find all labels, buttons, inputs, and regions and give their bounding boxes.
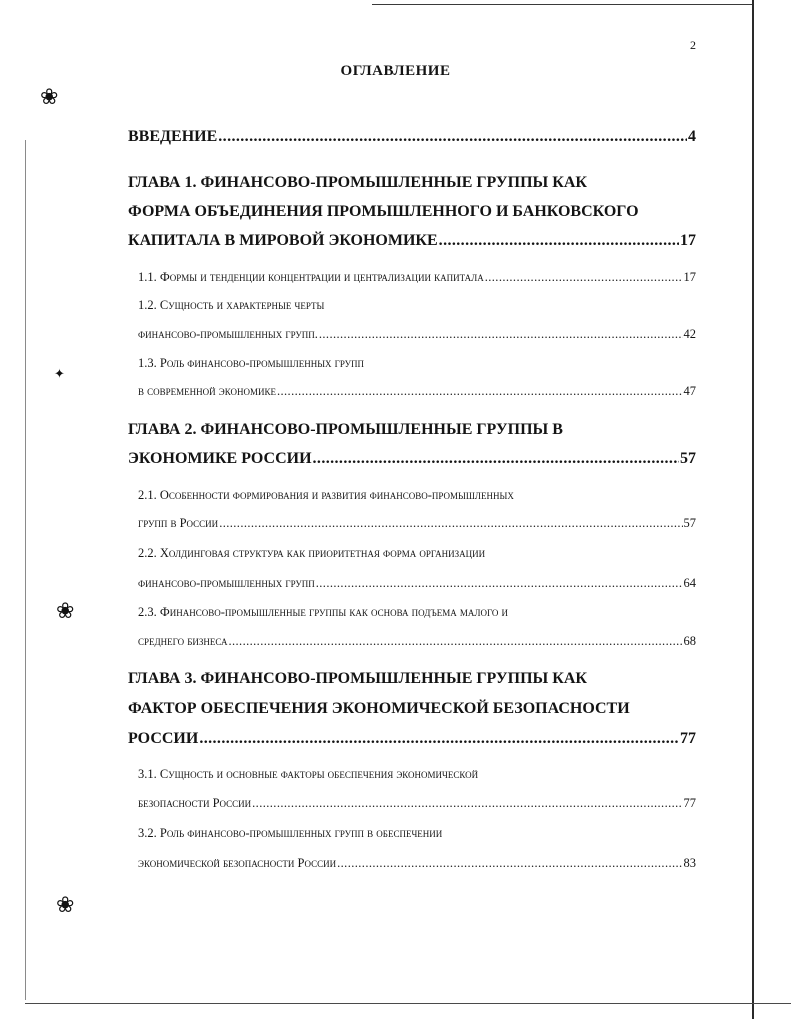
toc-entry-text: 1.1. Формы и тенденции концентрации и централизации капитала [138,270,484,284]
toc-entry-text: в современной экономике [138,384,276,398]
ink-blot-mark: ❀ [56,892,75,917]
toc-section-1-2-line[interactable]: 1.2. Сущность и характерные черты [138,298,325,312]
chapter-1-heading-line[interactable]: ГЛАВА 1. ФИНАНСОВО-ПРОМЫШЛЕННЫЕ ГРУППЫ КАК [128,174,588,191]
toc-entry-text: РОССИИ [128,730,199,747]
dot-leader [218,128,687,146]
ink-blot-mark: ✦ [54,366,65,381]
chapter-3-heading-line[interactable]: ФАКТОР ОБЕСПЕЧЕНИЯ ЭКОНОМИЧЕСКОЙ БЕЗОПАСНОСТИ [128,700,630,717]
toc-page-number: 57 [683,516,696,530]
dot-leader [319,327,683,342]
page-number: 2 [690,38,696,52]
ink-blot-mark: ❀ [56,598,75,623]
scan-edge-right [752,0,754,1019]
dot-leader [337,856,682,871]
toc-entry-text: групп в России [138,516,219,530]
scan-edge-left [25,140,26,1000]
ink-blot-mark: ❀ [40,84,59,109]
toc-section-3-2-line[interactable]: 3.2. Роль финансово-промышленных групп в обеспечении [138,826,443,840]
dot-leader [219,516,682,531]
toc-entry-section-1-1[interactable] [138,270,696,285]
toc-section-2-3-line[interactable]: 2.3. Финансово-промышленные группы как основа подъема малого и [138,605,509,619]
toc-page-number: 64 [683,576,696,590]
toc-page-number: 4 [688,128,696,145]
toc-entry-text: безопасности России [138,796,252,810]
toc-entry-section-1-2[interactable] [138,327,696,342]
toc-page-number: 57 [680,450,696,467]
chapter-3-heading-line[interactable]: ГЛАВА 3. ФИНАНСОВО-ПРОМЫШЛЕННЫЕ ГРУППЫ КАК [128,670,588,687]
toc-entry-section-2-3[interactable] [138,634,696,649]
toc-section-3-1-line[interactable]: 3.1. Сущность и основные факторы обеспечения экономической [138,767,479,781]
toc-entry-section-3-2[interactable] [138,856,696,871]
scan-edge-bottom [25,1003,791,1004]
toc-entry-text: среднего бизнеса [138,634,228,648]
toc-entry-text: финансово-промышленных групп. [138,327,318,341]
toc-entry-chapter-2[interactable] [128,450,696,468]
toc-page-number: 17 [680,232,696,249]
dot-leader [485,270,683,285]
toc-entry-text: экономической безопасности России [138,856,337,870]
toc-entry-chapter-3[interactable] [128,730,696,748]
toc-entry-section-1-3[interactable] [138,384,696,399]
toc-page-number: 47 [683,384,696,398]
toc-page-number: 68 [683,634,696,648]
toc-entry-intro[interactable] [128,128,696,146]
toc-entry-section-3-1[interactable] [138,796,696,811]
toc-entry-section-2-2[interactable] [138,576,696,591]
toc-entry-text: ВВЕДЕНИЕ [128,128,218,145]
toc-entry-chapter-1[interactable] [128,232,696,250]
toc-entry-text: финансово-промышленных групп [138,576,315,590]
toc-entry-text: КАПИТАЛА В МИРОВОЙ ЭКОНОМИКЕ [128,232,438,249]
toc-title: ОГЛАВЛЕНИЕ [340,63,451,79]
scan-edge-top [372,4,752,5]
dot-leader [252,796,682,811]
toc-section-2-2-line[interactable]: 2.2. Холдинговая структура как приоритетная форма организации [138,546,486,560]
toc-entry-section-2-1[interactable] [138,516,696,531]
toc-page-number: 42 [683,327,696,341]
dot-leader [199,730,679,748]
dot-leader [439,232,679,250]
toc-page-number: 83 [683,856,696,870]
dot-leader [316,576,683,591]
chapter-2-heading-line[interactable]: ГЛАВА 2. ФИНАНСОВО-ПРОМЫШЛЕННЫЕ ГРУППЫ В [128,421,563,438]
toc-page-number: 77 [683,796,696,810]
toc-section-1-3-line[interactable]: 1.3. Роль финансово-промышленных групп [138,356,365,370]
dot-leader [228,634,682,649]
toc-entry-text: ЭКОНОМИКЕ РОССИИ [128,450,312,467]
dot-leader [277,384,683,399]
toc-section-2-1-line[interactable]: 2.1. Особенности формирования и развития финансово-промышленных [138,488,514,502]
chapter-1-heading-line[interactable]: ФОРМА ОБЪЕДИНЕНИЯ ПРОМЫШЛЕННОГО И БАНКОВСКОГО [128,203,639,220]
toc-page-number: 77 [680,730,696,747]
toc-page-number: 17 [683,270,696,284]
dot-leader [313,450,679,468]
